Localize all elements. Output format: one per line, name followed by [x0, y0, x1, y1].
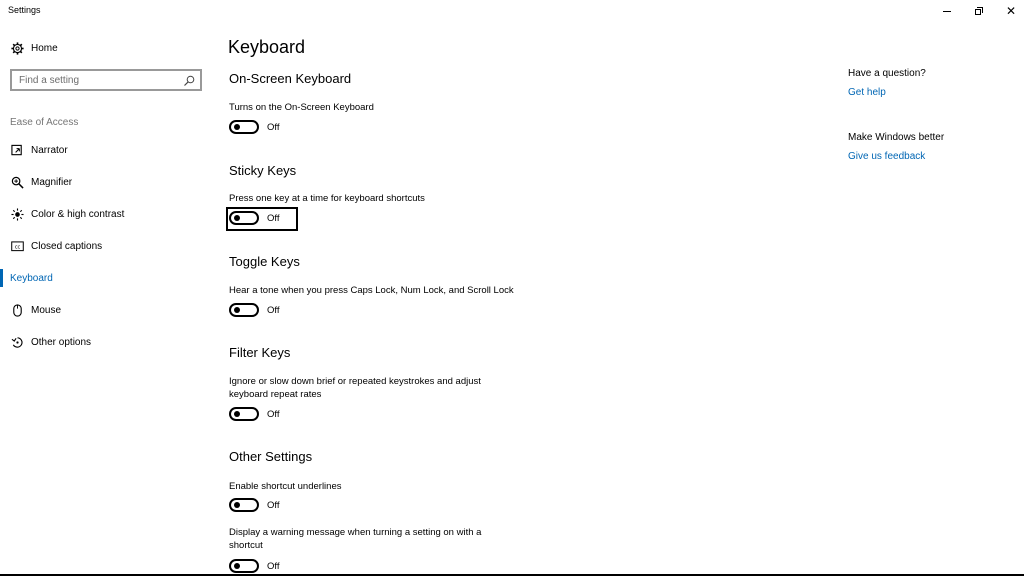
brightness-icon	[10, 207, 24, 221]
toggle-state-label: Off	[267, 304, 280, 316]
warning-message-toggle[interactable]	[229, 559, 280, 573]
minimize-button[interactable]	[930, 0, 964, 22]
sidebar-item-label: Keyboard	[10, 272, 53, 284]
section-on-screen-keyboard	[229, 71, 351, 86]
filter-keys-toggle[interactable]	[229, 407, 280, 421]
sidebar	[0, 24, 212, 576]
page-title: Keyboard	[228, 37, 306, 57]
setting-description: Enable shortcut underlines	[229, 481, 342, 492]
sidebar-item-label: Closed captions	[31, 240, 103, 252]
mouse-icon	[10, 303, 24, 317]
section-heading: Other Settings	[229, 449, 313, 464]
shortcut-underlines-toggle[interactable]	[229, 498, 280, 512]
sidebar-item-label: Color & high contrast	[31, 208, 125, 220]
question-heading: Have a question?	[848, 68, 926, 79]
close-icon: ✕	[1005, 4, 1017, 18]
toggle-switch[interactable]	[229, 559, 259, 573]
sidebar-item-color-high-contrast[interactable]	[0, 199, 212, 229]
search-field[interactable]	[10, 69, 202, 91]
setting-description: Turns on the On-Screen Keyboard	[229, 102, 374, 113]
section-filter-keys	[229, 345, 290, 360]
magnifier-icon	[10, 175, 24, 189]
section-heading: On-Screen Keyboard	[229, 71, 352, 86]
group-label: Ease of Access	[10, 117, 79, 128]
close-button[interactable]	[994, 0, 1024, 22]
sidebar-item-label: Magnifier	[31, 176, 73, 188]
sidebar-item-label: Home	[31, 42, 58, 54]
minimize-icon	[943, 11, 951, 12]
description-line: Display a warning message when turning a setting on with a	[229, 527, 482, 538]
app-title: Settings	[8, 5, 41, 15]
gear-icon	[10, 41, 24, 55]
other-options-icon	[10, 335, 24, 349]
sidebar-item-label: Mouse	[31, 304, 62, 316]
svg-text:cc: cc	[14, 244, 20, 251]
section-other-settings	[229, 449, 312, 464]
search-icon[interactable]	[183, 74, 195, 86]
section-heading: Filter Keys	[229, 345, 291, 360]
sidebar-item-label: Other options	[31, 336, 92, 348]
give-feedback-link[interactable]: Give us feedback	[848, 151, 926, 162]
search-input[interactable]	[19, 75, 179, 86]
setting-description	[229, 526, 481, 552]
section-heading: Toggle Keys	[229, 254, 300, 269]
feedback-heading: Make Windows better	[848, 132, 945, 143]
setting-description: Hear a tone when you press Caps Lock, Num Lock, and Scroll Lock	[229, 285, 514, 296]
toggle-switch[interactable]	[229, 303, 259, 317]
get-help-link[interactable]: Get help	[848, 87, 886, 98]
restore-icon	[975, 7, 983, 15]
sidebar-item-label: Narrator	[31, 144, 68, 156]
sidebar-item-closed-captions[interactable]	[0, 231, 212, 261]
toggle-switch[interactable]	[229, 407, 259, 421]
sticky-keys-toggle[interactable]	[229, 211, 280, 225]
description-line: keyboard repeat rates	[229, 389, 322, 400]
restore-button[interactable]	[962, 0, 996, 22]
sidebar-item-magnifier[interactable]	[0, 167, 212, 197]
main-content	[228, 24, 788, 576]
on-screen-keyboard-toggle[interactable]	[229, 120, 280, 134]
description-line: Ignore or slow down brief or repeated keystrokes and adjust	[229, 376, 481, 387]
section-heading: Sticky Keys	[229, 163, 297, 178]
section-toggle-keys	[229, 254, 300, 269]
sidebar-item-home[interactable]	[0, 33, 212, 63]
toggle-switch[interactable]	[229, 120, 259, 134]
toggle-switch[interactable]	[229, 211, 259, 225]
section-sticky-keys	[229, 163, 296, 178]
title-bar	[0, 0, 1024, 24]
toggle-state-label: Off	[267, 560, 280, 572]
sidebar-item-mouse[interactable]	[0, 295, 212, 325]
sidebar-item-narrator[interactable]	[0, 135, 212, 165]
toggle-keys-toggle[interactable]	[229, 303, 280, 317]
toggle-switch[interactable]	[229, 498, 259, 512]
setting-description: Press one key at a time for keyboard shortcuts	[229, 193, 425, 204]
narrator-icon	[10, 143, 24, 157]
toggle-state-label: Off	[267, 121, 280, 133]
toggle-state-label: Off	[267, 408, 280, 420]
description-line: shortcut	[229, 540, 263, 551]
setting-description	[229, 375, 481, 401]
toggle-state-label: Off	[267, 499, 280, 511]
sidebar-item-other-options[interactable]	[0, 327, 212, 357]
sidebar-item-keyboard[interactable]	[0, 263, 212, 293]
toggle-state-label: Off	[267, 212, 280, 224]
captions-icon	[10, 239, 24, 253]
